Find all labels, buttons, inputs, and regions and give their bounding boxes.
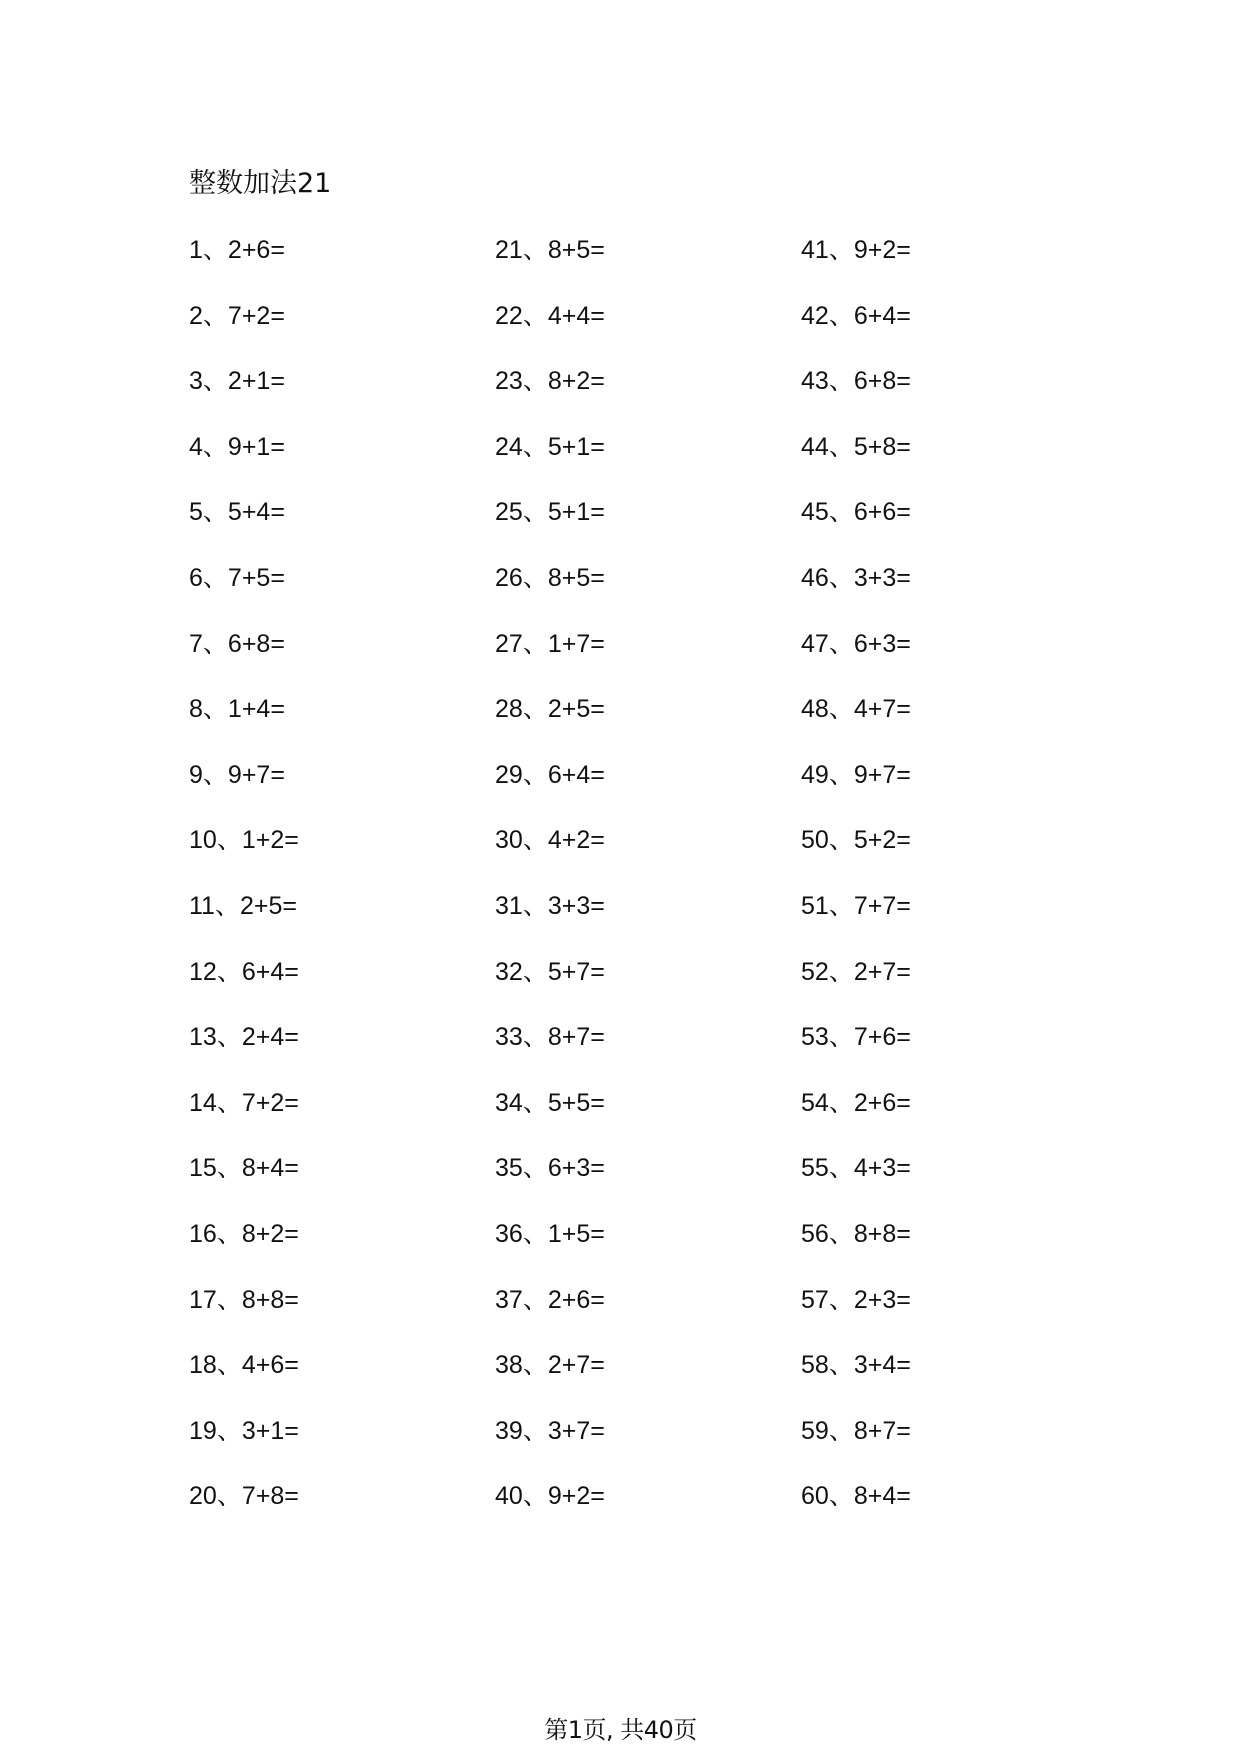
problem-item [495, 1150, 801, 1216]
problem-expression: 8+2= [547, 367, 605, 396]
problem-item [801, 363, 1089, 429]
problem-separator: 、 [522, 1284, 548, 1314]
problem-expression: 1+5= [547, 1219, 605, 1248]
problem-number: 3 [189, 367, 203, 396]
problem-number: 40 [495, 1482, 523, 1511]
problem-separator: 、 [522, 1218, 548, 1248]
problem-expression: 6+4= [547, 760, 605, 789]
problem-item [801, 1150, 1089, 1216]
problem-item [189, 1347, 495, 1413]
problem-expression: 5+2= [853, 826, 911, 855]
problem-expression: 9+7= [227, 760, 285, 789]
problem-item [801, 691, 1089, 757]
problem-number: 51 [801, 891, 829, 920]
problem-separator: 、 [202, 759, 228, 789]
problem-item [189, 691, 495, 757]
problem-number: 16 [189, 1219, 217, 1248]
problem-item [189, 626, 495, 692]
problem-number: 35 [495, 1154, 523, 1183]
problem-number: 47 [801, 629, 829, 658]
problem-item [495, 560, 801, 626]
problem-number: 34 [495, 1088, 523, 1117]
problem-number: 60 [801, 1482, 829, 1511]
problem-expression: 7+6= [853, 1023, 911, 1052]
problem-expression: 6+3= [853, 629, 911, 658]
problem-number: 29 [495, 760, 523, 789]
problem-item [189, 1216, 495, 1282]
problem-separator: 、 [828, 300, 854, 330]
problem-item [189, 757, 495, 823]
problem-item [189, 494, 495, 560]
problem-item [495, 363, 801, 429]
worksheet-title: 整数加法21 [189, 168, 332, 199]
problem-item [495, 1019, 801, 1085]
problem-separator: 、 [216, 1481, 242, 1511]
problem-number: 15 [189, 1154, 217, 1183]
problem-number: 19 [189, 1416, 217, 1445]
problem-number: 10 [189, 826, 217, 855]
problem-number: 49 [801, 760, 829, 789]
problem-number: 42 [801, 301, 829, 330]
problem-item [189, 232, 495, 298]
problem-item [801, 494, 1089, 560]
problem-number: 11 [189, 891, 215, 920]
problem-expression: 2+5= [239, 891, 297, 920]
problem-expression: 9+1= [227, 432, 285, 461]
problem-number: 53 [801, 1023, 829, 1052]
problem-number: 52 [801, 957, 829, 986]
problem-separator: 、 [522, 431, 548, 461]
problem-separator: 、 [202, 497, 228, 527]
problem-expression: 8+5= [547, 563, 605, 592]
problem-separator: 、 [522, 628, 548, 658]
problem-item [801, 560, 1089, 626]
problem-separator: 、 [828, 1022, 854, 1052]
problem-item [189, 1282, 495, 1348]
problem-expression: 2+6= [853, 1088, 911, 1117]
problem-item [495, 1478, 801, 1544]
problem-item [801, 822, 1089, 888]
problem-separator: 、 [216, 1218, 242, 1248]
problem-expression: 4+4= [547, 301, 605, 330]
problem-number: 54 [801, 1088, 829, 1117]
problem-item [495, 1347, 801, 1413]
problem-expression: 8+4= [853, 1482, 911, 1511]
problem-item [801, 429, 1089, 495]
problem-item [495, 1282, 801, 1348]
problem-separator: 、 [522, 1153, 548, 1183]
problem-item [495, 232, 801, 298]
problem-item [801, 1282, 1089, 1348]
problem-separator: 、 [522, 1022, 548, 1052]
problem-separator: 、 [828, 1350, 854, 1380]
page-footer: 第1页, 共40页 [544, 1716, 697, 1744]
problem-number: 14 [189, 1088, 217, 1117]
problem-number: 23 [495, 367, 523, 396]
problem-expression: 5+5= [547, 1088, 605, 1117]
problem-expression: 6+6= [853, 498, 911, 527]
problem-separator: 、 [828, 1481, 854, 1511]
problem-item [189, 1019, 495, 1085]
problem-number: 17 [189, 1285, 217, 1314]
problem-separator: 、 [828, 628, 854, 658]
problem-number: 30 [495, 826, 523, 855]
problem-expression: 9+7= [853, 760, 911, 789]
problem-expression: 5+1= [547, 432, 605, 461]
problem-expression: 3+4= [853, 1351, 911, 1380]
problem-separator: 、 [202, 235, 228, 264]
problem-separator: 、 [216, 825, 242, 855]
problem-item [495, 691, 801, 757]
problem-number: 24 [495, 432, 523, 461]
problem-number: 26 [495, 563, 523, 592]
problem-number: 43 [801, 367, 829, 396]
problem-expression: 2+6= [227, 236, 285, 264]
problem-item [189, 1085, 495, 1151]
problem-item [495, 1085, 801, 1151]
problem-expression: 8+5= [547, 236, 605, 264]
problem-number: 45 [801, 498, 829, 527]
problem-separator: 、 [828, 759, 854, 789]
problem-number: 56 [801, 1219, 829, 1248]
problem-expression: 5+4= [227, 498, 285, 527]
problem-separator: 、 [216, 1153, 242, 1183]
problem-number: 20 [189, 1482, 217, 1511]
problem-number: 58 [801, 1351, 829, 1380]
problem-number: 33 [495, 1023, 523, 1052]
problem-separator: 、 [828, 1218, 854, 1248]
problem-item [189, 1150, 495, 1216]
problem-expression: 6+3= [547, 1154, 605, 1183]
problem-expression: 6+8= [853, 367, 911, 396]
problem-expression: 6+8= [227, 629, 285, 658]
problem-number: 59 [801, 1416, 829, 1445]
problem-item [801, 1413, 1089, 1479]
problem-number: 28 [495, 695, 523, 724]
problem-separator: 、 [216, 1415, 242, 1445]
problem-separator: 、 [216, 1284, 242, 1314]
problem-number: 1 [189, 236, 203, 264]
problem-separator: 、 [216, 1022, 242, 1052]
problem-separator: 、 [216, 1087, 242, 1117]
problem-expression: 8+2= [241, 1219, 299, 1248]
problem-expression: 4+3= [853, 1154, 911, 1183]
problem-grid [189, 232, 1089, 1544]
problem-expression: 2+4= [241, 1023, 299, 1052]
problem-number: 6 [189, 563, 203, 592]
problem-expression: 5+1= [547, 498, 605, 527]
problem-separator: 、 [522, 694, 548, 724]
problem-item [801, 232, 1089, 298]
problem-number: 21 [495, 236, 523, 264]
problem-separator: 、 [202, 431, 228, 461]
problem-expression: 2+1= [227, 367, 285, 396]
problem-separator: 、 [216, 956, 242, 986]
problem-item [495, 822, 801, 888]
problem-separator: 、 [828, 1087, 854, 1117]
problem-expression: 8+8= [853, 1219, 911, 1248]
problem-separator: 、 [202, 562, 228, 592]
problem-separator: 、 [828, 1415, 854, 1445]
problem-number: 13 [189, 1023, 217, 1052]
problem-separator: 、 [522, 1087, 548, 1117]
problem-number: 7 [189, 629, 203, 658]
problem-separator: 、 [828, 562, 854, 592]
problem-expression: 9+2= [547, 1482, 605, 1511]
problem-item [495, 954, 801, 1020]
problem-number: 55 [801, 1154, 829, 1183]
problem-item [801, 757, 1089, 823]
problem-expression: 7+5= [227, 563, 285, 592]
problem-expression: 3+7= [547, 1416, 605, 1445]
problem-item [189, 822, 495, 888]
problem-item [495, 757, 801, 823]
problem-number: 41 [801, 236, 829, 264]
problem-item [495, 888, 801, 954]
problem-expression: 2+7= [547, 1351, 605, 1380]
problem-item [495, 1216, 801, 1282]
problem-number: 50 [801, 826, 829, 855]
problem-item [801, 1216, 1089, 1282]
problem-number: 5 [189, 498, 203, 527]
problem-number: 32 [495, 957, 523, 986]
problem-separator: 、 [522, 890, 548, 920]
problem-item [495, 429, 801, 495]
problem-expression: 8+7= [853, 1416, 911, 1445]
problem-separator: 、 [202, 300, 228, 330]
problem-separator: 、 [214, 890, 240, 920]
problem-number: 46 [801, 563, 829, 592]
problem-item [801, 626, 1089, 692]
problem-expression: 7+8= [241, 1482, 299, 1511]
problem-expression: 3+1= [241, 1416, 299, 1445]
problem-separator: 、 [522, 366, 548, 396]
problem-expression: 4+2= [547, 826, 605, 855]
problem-item [189, 1413, 495, 1479]
problem-separator: 、 [828, 956, 854, 986]
problem-expression: 7+7= [853, 891, 911, 920]
problem-item [495, 626, 801, 692]
problem-separator: 、 [828, 1153, 854, 1183]
problem-item [495, 494, 801, 560]
problem-separator: 、 [828, 694, 854, 724]
problem-separator: 、 [202, 366, 228, 396]
problem-separator: 、 [522, 825, 548, 855]
problem-expression: 9+2= [853, 236, 911, 264]
problem-separator: 、 [828, 497, 854, 527]
problem-item [495, 298, 801, 364]
problem-separator: 、 [828, 1284, 854, 1314]
problem-separator: 、 [828, 235, 854, 264]
problem-number: 38 [495, 1351, 523, 1380]
problem-separator: 、 [522, 1415, 548, 1445]
problem-number: 18 [189, 1351, 217, 1380]
problem-separator: 、 [522, 1481, 548, 1511]
problem-expression: 5+7= [547, 957, 605, 986]
problem-separator: 、 [522, 497, 548, 527]
problem-item [801, 1478, 1089, 1544]
problem-separator: 、 [522, 235, 548, 264]
problem-expression: 1+2= [241, 826, 299, 855]
problem-item [801, 298, 1089, 364]
problem-number: 27 [495, 629, 523, 658]
problem-expression: 1+4= [227, 695, 285, 724]
problem-item [189, 298, 495, 364]
problem-separator: 、 [828, 825, 854, 855]
problem-item [801, 1085, 1089, 1151]
problem-separator: 、 [522, 759, 548, 789]
problem-number: 31 [495, 891, 523, 920]
problem-number: 8 [189, 695, 203, 724]
problem-item [801, 1019, 1089, 1085]
problem-expression: 7+2= [241, 1088, 299, 1117]
problem-item [495, 1413, 801, 1479]
problem-expression: 4+6= [241, 1351, 299, 1380]
problem-item [801, 1347, 1089, 1413]
problem-number: 44 [801, 432, 829, 461]
problem-item [189, 363, 495, 429]
problem-number: 22 [495, 301, 523, 330]
problem-separator: 、 [522, 300, 548, 330]
problem-expression: 2+5= [547, 695, 605, 724]
problem-number: 39 [495, 1416, 523, 1445]
problem-number: 9 [189, 760, 203, 789]
problem-number: 48 [801, 695, 829, 724]
problem-expression: 4+7= [853, 695, 911, 724]
problem-expression: 2+7= [853, 957, 911, 986]
problem-item [189, 560, 495, 626]
problem-expression: 1+7= [547, 629, 605, 658]
problem-number: 4 [189, 432, 203, 461]
problem-item [189, 429, 495, 495]
problem-separator: 、 [828, 366, 854, 396]
problem-number: 36 [495, 1219, 523, 1248]
problem-separator: 、 [216, 1350, 242, 1380]
problem-number: 2 [189, 301, 203, 330]
problem-number: 12 [189, 957, 217, 986]
problem-item [189, 954, 495, 1020]
problem-item [801, 888, 1089, 954]
problem-expression: 3+3= [547, 891, 605, 920]
problem-number: 37 [495, 1285, 523, 1314]
problem-expression: 8+4= [241, 1154, 299, 1183]
problem-expression: 7+2= [227, 301, 285, 330]
problem-separator: 、 [522, 1350, 548, 1380]
problem-number: 57 [801, 1285, 829, 1314]
problem-expression: 3+3= [853, 563, 911, 592]
problem-separator: 、 [522, 956, 548, 986]
problem-item [801, 954, 1089, 1020]
problem-expression: 8+7= [547, 1023, 605, 1052]
problem-expression: 8+8= [241, 1285, 299, 1314]
problem-separator: 、 [828, 431, 854, 461]
problem-expression: 5+8= [853, 432, 911, 461]
problem-expression: 2+3= [853, 1285, 911, 1314]
problem-expression: 6+4= [853, 301, 911, 330]
problem-separator: 、 [828, 890, 854, 920]
problem-item [189, 888, 495, 954]
problem-item [189, 1478, 495, 1544]
problem-separator: 、 [522, 562, 548, 592]
problem-separator: 、 [202, 628, 228, 658]
problem-separator: 、 [202, 694, 228, 724]
problem-number: 25 [495, 498, 523, 527]
problem-expression: 6+4= [241, 957, 299, 986]
problem-expression: 2+6= [547, 1285, 605, 1314]
